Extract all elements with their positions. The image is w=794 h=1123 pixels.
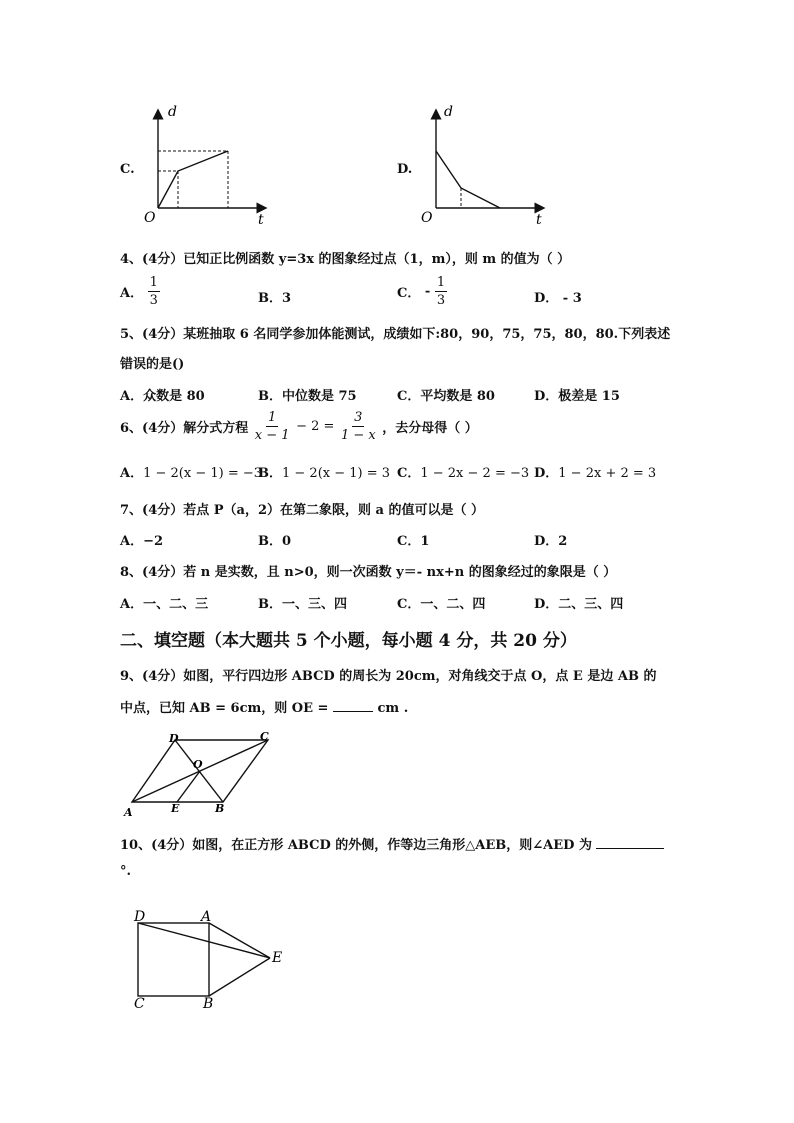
q6-f2-num: 3: [354, 410, 363, 425]
q6-b-expr: 1 − 2(x − 1) = 3: [282, 466, 391, 481]
figure-square-triangle: [130, 905, 290, 1015]
q10-line1: [120, 834, 664, 853]
graph-c-d-label: d: [168, 104, 177, 120]
graph-d-t-label: t: [536, 212, 542, 228]
graph-d-origin: O: [421, 210, 433, 226]
graph-d-label: D.: [397, 162, 413, 177]
q8-option-c: C．一、二、四: [397, 597, 486, 612]
graph-d-line: [436, 151, 500, 208]
q4-a-num: 1: [149, 275, 158, 290]
q5-option-b: B．中位数是 75: [258, 389, 357, 404]
fig9-label-a: A: [124, 806, 133, 818]
fig10-label-c: C: [134, 996, 145, 1012]
q6-option-b: [258, 462, 390, 481]
q6-a-label: A．: [120, 466, 144, 481]
q6-c-label: C．: [397, 466, 421, 481]
graph-c-line: [158, 151, 228, 208]
q8-option-a: A．一、二、三: [120, 597, 209, 612]
q9-line1: 9、(4分）如图，平行四边形 ABCD 的周长为 20cm，对角线交于点 O，点 E 是边 AB 的: [120, 669, 657, 684]
q6-f2-den: 1 − x: [340, 428, 376, 443]
q6-a-expr: 1 − 2(x − 1) = −3: [143, 466, 263, 481]
q6-f1-den: x − 1: [254, 428, 290, 443]
q7-stem: 7、(4分）若点 P（a，2）在第二象限，则 a 的值可以是（ ）: [120, 503, 485, 518]
q6-stem: [120, 411, 478, 442]
fig10-label-a: A: [201, 909, 212, 925]
q4-c-num: 1: [436, 275, 446, 290]
q4-option-b: B．3: [258, 291, 292, 306]
q5-option-d: D．极差是 15: [534, 389, 620, 404]
graph-c-label: C.: [120, 162, 135, 177]
q4-a-label: A．: [120, 286, 144, 301]
q4-option-a: [120, 276, 160, 307]
q8-stem: 8、(4分）若 n 是实数，且 n>0，则一次函数 y＝- nx+n 的图象经过的象限是（ ）: [120, 565, 617, 580]
q6-stem-pre: 6、(4分）解分式方程: [120, 421, 249, 436]
q4-option-c: [397, 276, 447, 307]
graph-d-d-label: d: [444, 104, 453, 120]
q10-line2: °.: [120, 864, 132, 879]
q4-stem: 4、(4分）已知正比例函数 y=3x 的图象经过点（1，m），则 m 的值为（ ）: [120, 252, 571, 267]
q10-answer-blank[interactable]: [596, 848, 664, 849]
fig10-label-e: E: [272, 950, 283, 966]
q6-option-c: [397, 462, 529, 481]
q4-option-d: D． - 3: [534, 291, 582, 306]
q6-c-expr: 1 − 2x − 2 = −3: [420, 466, 530, 481]
q9-answer-blank[interactable]: [333, 711, 373, 712]
graph-c-origin: O: [144, 210, 156, 226]
q8-option-b: B．一、三、四: [258, 597, 347, 612]
q4-c-den: 3: [436, 293, 446, 308]
fig9-label-d: D: [169, 732, 179, 745]
q6-option-d: [534, 462, 656, 481]
fig9-label-o: O: [193, 758, 203, 771]
q6-stem-post: ，去分母得（ ）: [382, 421, 478, 436]
q7-option-a: A．−2: [120, 534, 164, 549]
q9-line2-post: cm .: [377, 701, 409, 716]
q7-option-c: C．1: [397, 534, 430, 549]
fig10-label-d: D: [134, 909, 146, 925]
q6-f1-num: 1: [268, 410, 277, 425]
q6-d-label: D．: [534, 466, 559, 481]
q7-option-d: D．2: [534, 534, 568, 549]
q9-line2: [120, 697, 408, 716]
q9-line2-pre: 中点，已知 AB = 6cm，则 OE =: [120, 701, 329, 716]
q5-stem-line1: 5、(4分）某班抽取 6 名同学参加体能测试，成绩如下:80，90，75，75，80，80.下列表述: [120, 327, 671, 342]
q6-mid: − 2 =: [296, 419, 335, 434]
graph-d: [418, 100, 558, 230]
q8-option-d: D．二、三、四: [534, 597, 624, 612]
q4-a-den: 3: [149, 293, 158, 308]
q6-option-a: [120, 462, 262, 481]
q6-d-expr: 1 − 2x + 2 = 3: [558, 466, 657, 481]
graph-c-t-label: t: [258, 212, 264, 228]
q5-option-a: A．众数是 80: [120, 389, 205, 404]
q4-c-label: C．: [397, 286, 421, 301]
q10-line1-text: 10、(4分）如图，在正方形 ABCD 的外侧，作等边三角形△AEB，则∠AED 为: [120, 838, 592, 853]
q7-option-b: B．0: [258, 534, 292, 549]
section-title: 二、填空题（本大题共 5 个小题，每小题 4 分，共 20 分）: [120, 631, 577, 651]
fig10-label-b: B: [203, 996, 214, 1012]
graph-c: [140, 100, 280, 230]
figure-parallelogram: [120, 728, 280, 818]
fig9-label-c: C: [260, 730, 269, 743]
q5-stem-line2: 错误的是(): [120, 357, 185, 372]
q6-b-label: B．: [258, 466, 282, 481]
fig9-label-b: B: [215, 802, 225, 815]
fig9-label-e: E: [171, 802, 180, 815]
q5-option-c: C．平均数是 80: [397, 389, 495, 404]
q4-c-sign: -: [424, 284, 431, 299]
